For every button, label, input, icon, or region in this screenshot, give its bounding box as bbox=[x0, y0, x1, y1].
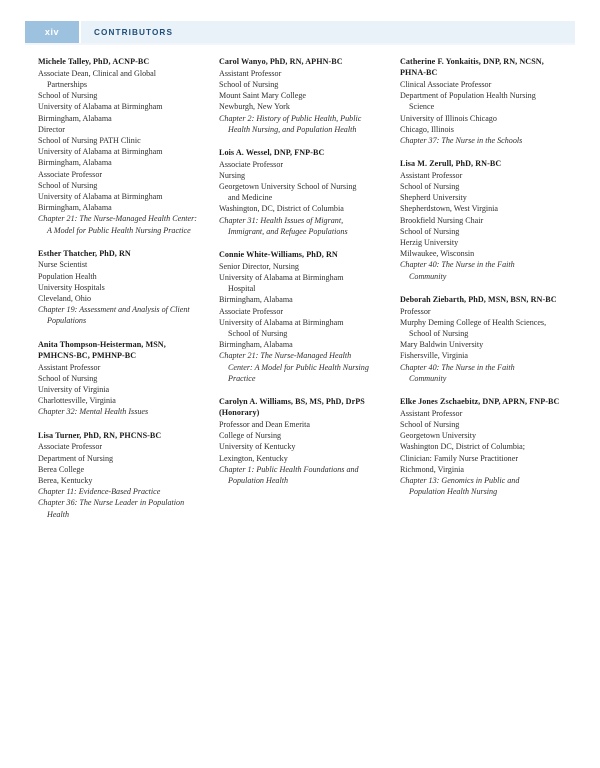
contributor-chapter-line: Populations bbox=[47, 316, 87, 326]
contributor-affiliation-line: School of Nursing bbox=[228, 328, 288, 338]
contributors-column bbox=[400, 56, 567, 497]
contributor-affiliation-line: Brookfield Nursing Chair bbox=[400, 215, 484, 225]
contributor-affiliation-line: University of Virginia bbox=[38, 384, 110, 394]
contributor-chapter-line: Community bbox=[409, 373, 447, 383]
contributor-affiliation-line: School of Nursing bbox=[38, 373, 98, 383]
contributor-affiliation-line: Senior Director, Nursing bbox=[219, 261, 299, 271]
contributor-name: Carolyn A. Williams, BS, MS, PhD, DrPS (Honorary) bbox=[219, 396, 365, 418]
contributor-name: Esther Thatcher, PhD, RN bbox=[38, 248, 131, 258]
contributor-affiliation-line: Director bbox=[38, 124, 65, 134]
contributor-affiliation-line: Birmingham, Alabama bbox=[38, 203, 112, 213]
contributor-chapter-line: Chapter 21: The Nurse-Managed Health Center: bbox=[38, 214, 197, 224]
contributor-name: Lois A. Wessel, DNP, FNP-BC bbox=[219, 147, 325, 157]
contributor-affiliation-line: Birmingham, Alabama bbox=[38, 113, 112, 123]
contributor-affiliation-line: University of Alabama at Birmingham bbox=[219, 272, 344, 282]
contributor-chapter-line: Chapter 31: Health Issues of Migrant, bbox=[219, 215, 344, 225]
contributor-affiliation-line: Newburgh, New York bbox=[219, 102, 290, 112]
contributor-affiliation-line: Assistant Professor bbox=[38, 362, 101, 372]
contributor-affiliation-line: Professor bbox=[400, 306, 431, 316]
contributor-affiliation-line: Georgetown University bbox=[400, 431, 477, 441]
contributor-affiliation-line: Associate Professor bbox=[219, 159, 284, 169]
contributor-entry bbox=[219, 56, 386, 135]
contributor-affiliation-line: Birmingham, Alabama bbox=[38, 158, 112, 168]
contributor-entry bbox=[219, 396, 386, 486]
contributor-entry bbox=[400, 56, 567, 146]
contributor-entry bbox=[219, 249, 386, 384]
contributor-affiliation-line: and Medicine bbox=[228, 193, 273, 203]
contributor-affiliation-line: University of Alabama at Birmingham bbox=[38, 191, 163, 201]
contributor-chapter-line: Chapter 36: The Nurse Leader in Population bbox=[38, 498, 185, 508]
contributor-chapter-line: Chapter 37: The Nurse in the Schools bbox=[400, 135, 523, 145]
contributor-affiliation-line: Partnerships bbox=[47, 79, 88, 89]
contributor-affiliation-line: Birmingham, Alabama bbox=[219, 340, 293, 350]
contributor-affiliation-line: Berea, Kentucky bbox=[38, 475, 93, 485]
contributor-chapter-line: Chapter 32: Mental Health Issues bbox=[38, 407, 149, 417]
contributor-name: Elke Jones Zschaebitz, DNP, APRN, FNP-BC bbox=[400, 396, 560, 406]
contributor-affiliation-line: University of Illinois Chicago bbox=[400, 113, 497, 123]
contributor-affiliation-line: School of Nursing bbox=[219, 79, 279, 89]
contributor-entry bbox=[400, 396, 567, 497]
contributor-chapter-line: Chapter 40: The Nurse in the Faith bbox=[400, 362, 515, 372]
contributor-chapter-line: Chapter 19: Assessment and Analysis of Client bbox=[38, 305, 190, 315]
contributor-entry bbox=[400, 294, 567, 384]
contributor-affiliation-line: Herzig University bbox=[400, 238, 459, 248]
contributor-name: Anita Thompson-Heisterman, MSN, PMHCNS-BC, PMHNP-BC bbox=[38, 339, 166, 360]
contributor-entry bbox=[400, 158, 567, 282]
contributor-entry bbox=[38, 56, 205, 236]
contributor-affiliation-line: Murphy Deming College of Health Sciences, bbox=[400, 317, 547, 327]
contributor-affiliation-line: University of Alabama at Birmingham bbox=[38, 147, 163, 157]
contributor-affiliation-line: Assistant Professor bbox=[400, 408, 463, 418]
contributor-affiliation-line: Georgetown University School of Nursing bbox=[219, 182, 357, 192]
contributor-affiliation-line: School of Nursing bbox=[38, 91, 98, 101]
contributor-affiliation-line: University of Alabama at Birmingham bbox=[219, 317, 344, 327]
contributor-affiliation-line: Department of Nursing bbox=[38, 453, 114, 463]
contributor-affiliation-line: Population Health bbox=[38, 271, 97, 281]
page-folio-box bbox=[25, 21, 79, 43]
contributor-name: Michele Talley, PhD, ACNP-BC bbox=[38, 57, 150, 66]
contributor-chapter-line: Chapter 13: Genomics in Public and bbox=[400, 475, 520, 485]
contributor-affiliation-line: Birmingham, Alabama bbox=[219, 295, 293, 305]
contributor-affiliation-line: Hospital bbox=[228, 284, 256, 294]
contributor-affiliation-line: Professor and Dean Emerita bbox=[219, 419, 311, 429]
contributor-affiliation-line: College of Nursing bbox=[219, 431, 282, 441]
contributor-name: Carol Wanyo, PhD, RN, APHN-BC bbox=[219, 57, 343, 66]
contributor-chapter-line: A Model for Public Health Nursing Practice bbox=[47, 225, 191, 235]
contributor-affiliation-line: School of Nursing bbox=[400, 226, 460, 236]
contributor-name: Lisa M. Zerull, PhD, RN-BC bbox=[400, 159, 502, 169]
contributor-chapter-line: Health bbox=[47, 509, 70, 519]
contributor-chapter-line: Chapter 1: Public Health Foundations and bbox=[219, 464, 359, 474]
contributor-affiliation-line: Shepherd University bbox=[400, 193, 467, 203]
contributor-affiliation-line: Mary Baldwin University bbox=[400, 340, 484, 350]
contributor-affiliation-line: Richmond, Virginia bbox=[400, 464, 464, 474]
running-head bbox=[25, 21, 575, 43]
contributor-chapter-line: Chapter 40: The Nurse in the Faith bbox=[400, 260, 515, 270]
contributor-chapter-line: Immigrant, and Refugee Populations bbox=[228, 226, 348, 236]
contributors-column bbox=[219, 56, 386, 486]
contributor-entry bbox=[38, 430, 205, 520]
contributors-columns bbox=[38, 56, 566, 520]
contributor-affiliation-line: Washington, DC, District of Columbia bbox=[219, 204, 344, 214]
contributor-affiliation-line: School of Nursing bbox=[409, 328, 469, 338]
contributor-affiliation-line: University Hospitals bbox=[38, 282, 105, 292]
contributor-affiliation-line: Assistant Professor bbox=[400, 170, 463, 180]
page-number: xiv bbox=[44, 27, 60, 37]
contributor-chapter-line: Population Health bbox=[228, 475, 289, 485]
contributor-affiliation-line: University of Alabama at Birmingham bbox=[38, 102, 163, 112]
contributor-affiliation-line: School of Nursing PATH Clinic bbox=[38, 135, 141, 145]
contributor-entry bbox=[38, 339, 205, 418]
contributor-affiliation-line: Department of Population Health Nursing bbox=[400, 91, 536, 101]
contributor-affiliation-line: University of Kentucky bbox=[219, 442, 296, 452]
contributor-affiliation-line: Berea College bbox=[38, 464, 85, 474]
contributor-affiliation-line: Chicago, Illinois bbox=[400, 124, 454, 134]
contributor-chapter-line: Practice bbox=[228, 373, 256, 383]
contributor-name: Catherine F. Yonkaitis, DNP, RN, NCSN, PHNA-BC bbox=[400, 57, 544, 78]
contributor-affiliation-line: Lexington, Kentucky bbox=[219, 453, 288, 463]
contributor-entry bbox=[38, 248, 205, 327]
contributor-affiliation-line: School of Nursing bbox=[400, 419, 460, 429]
contributor-affiliation-line: Clinical Associate Professor bbox=[400, 79, 492, 89]
contributor-affiliation-line: Milwaukee, Wisconsin bbox=[400, 249, 475, 259]
contributor-name: Connie White-Williams, PhD, RN bbox=[219, 250, 338, 260]
contributor-affiliation-line: Clinician: Family Nurse Practitioner bbox=[400, 453, 519, 463]
contributor-chapter-line: Chapter 2: History of Public Health, Public bbox=[219, 113, 362, 123]
section-title: CONTRIBUTORS bbox=[94, 27, 174, 37]
contributor-affiliation-line: Shepherdstown, West Virginia bbox=[400, 204, 499, 214]
contributor-affiliation-line: Mount Saint Mary College bbox=[219, 91, 306, 101]
contributor-chapter-line: Center: A Model for Public Health Nursing bbox=[228, 362, 369, 372]
contributor-name: Deborah Ziebarth, PhD, MSN, BSN, RN-BC bbox=[400, 294, 557, 304]
contributor-affiliation-line: Science bbox=[409, 102, 435, 112]
contributor-chapter-line: Health Nursing, and Population Health bbox=[228, 124, 357, 134]
contributor-affiliation-line: Washington DC, District of Columbia; bbox=[400, 442, 526, 452]
contributor-name: Lisa Turner, PhD, RN, PHCNS-BC bbox=[38, 430, 162, 440]
contributor-affiliation-line: Assistant Professor bbox=[219, 68, 282, 78]
contributor-entry bbox=[219, 147, 386, 237]
contributor-affiliation-line: School of Nursing bbox=[38, 180, 98, 190]
contributor-chapter-line: Community bbox=[409, 271, 447, 281]
contributor-affiliation-line: Cleveland, Ohio bbox=[38, 294, 92, 304]
contributors-column bbox=[38, 56, 205, 520]
running-head-band bbox=[79, 21, 575, 43]
contributor-chapter-line: Chapter 11: Evidence-Based Practice bbox=[38, 487, 161, 497]
contributor-affiliation-line: Nursing bbox=[219, 170, 246, 180]
contributor-affiliation-line: Associate Professor bbox=[219, 306, 284, 316]
contributor-affiliation-line: Associate Dean, Clinical and Global bbox=[38, 68, 156, 78]
contributor-affiliation-line: Fishersville, Virginia bbox=[400, 351, 469, 361]
header-rule bbox=[25, 43, 575, 45]
contributor-affiliation-line: Charlottesville, Virginia bbox=[38, 396, 116, 406]
contributor-affiliation-line: Associate Professor bbox=[38, 442, 103, 452]
contributor-affiliation-line: Associate Professor bbox=[38, 169, 103, 179]
contributor-affiliation-line: Nurse Scientist bbox=[38, 260, 88, 270]
contributor-chapter-line: Chapter 21: The Nurse-Managed Health bbox=[219, 351, 352, 361]
contributor-chapter-line: Population Health Nursing bbox=[409, 487, 498, 497]
contributor-affiliation-line: School of Nursing bbox=[400, 182, 460, 192]
